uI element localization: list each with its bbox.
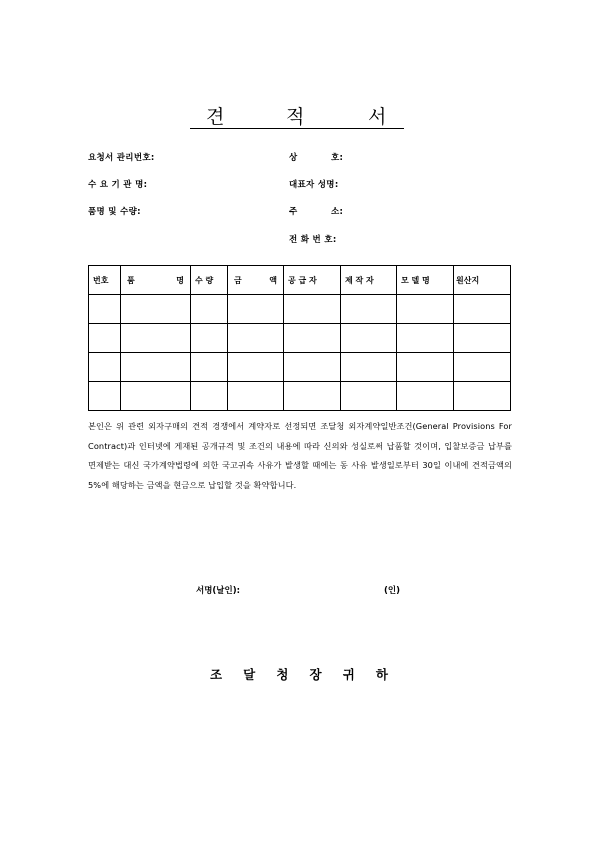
- item-quantity-label: 품명 및 수량:: [88, 207, 141, 217]
- addressee-char: 하: [375, 667, 388, 682]
- header-supplier: 공 급 자: [284, 266, 341, 295]
- address-label-a: 주: [289, 207, 298, 217]
- table-row: [89, 295, 511, 324]
- address-label-b: 소:: [331, 207, 344, 217]
- request-number-label: 요청서 관리번호:: [88, 153, 155, 163]
- header-item-name: 품 명: [121, 266, 191, 295]
- table-row: [89, 353, 511, 382]
- items-table: [88, 265, 511, 411]
- header-origin: 원산지: [454, 266, 511, 295]
- addressee-char: 달: [243, 667, 256, 682]
- title-char: 견: [206, 106, 225, 128]
- header-amount: 금 액: [228, 266, 284, 295]
- addressee-char: 귀: [342, 667, 355, 682]
- signature-label: 서명(날인):: [196, 586, 241, 596]
- representative-label: 대표자 성명:: [289, 180, 339, 190]
- header-number: 번호: [89, 266, 121, 295]
- seal-label: (인): [384, 586, 400, 596]
- table-header-row: [89, 266, 511, 295]
- agency-name-label: 수 요 기 관 명:: [88, 180, 148, 190]
- addressee: [210, 665, 388, 683]
- document-title: [190, 100, 404, 129]
- company-name-label-b: 호:: [331, 153, 344, 163]
- pledge-paragraph: 본인은 위 관련 외자구매의 견적 경쟁에서 계약자로 선정되면 조달청 외자계약일반조건(General Provisions For Contract)과 인터넷에 게재된 공개규격 및 조건의 내용에 따라 신의와 성실로써 납품할 것이며, 입찰보증금 납부를 면제받는 대신 국가계약법령에 의한 국고귀속 사유가 발생할 때에는 동 사유 발생일로부터 30일 이내에 견적금액의 5%에 해당하는 금액을 현금으로 납입할 것을 확약합니다.: [88, 421, 512, 490]
- addressee-char: 조: [210, 667, 223, 682]
- addressee-char: 청: [276, 667, 289, 682]
- header-manufacturer: 제 작 자: [341, 266, 397, 295]
- phone-label: 전 화 번 호:: [289, 235, 337, 245]
- header-model: 모 델 명: [397, 266, 454, 295]
- table-row: [89, 382, 511, 411]
- addressee-char: 장: [309, 667, 322, 682]
- title-char: 적: [286, 106, 305, 128]
- title-char: 서: [368, 106, 387, 128]
- company-name-label-a: 상: [289, 153, 298, 163]
- table-row: [89, 324, 511, 353]
- header-quantity: 수 량: [191, 266, 228, 295]
